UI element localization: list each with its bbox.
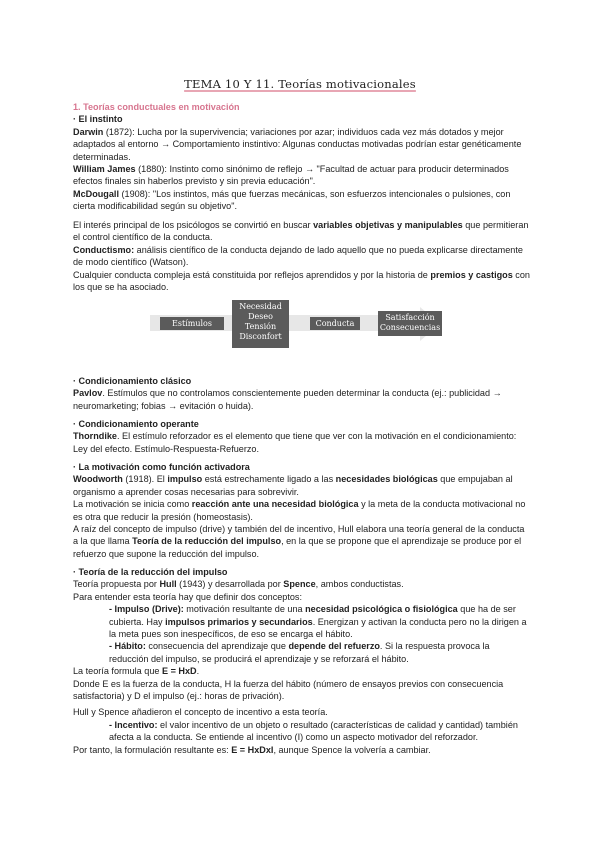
definition-habito: - Hábito: consecuencia del aprendizaje que depende del refuerzo. Si la respuesta provoca la reducción del impulso, se producirá el aprendizaje y se reforzará el hábito.	[109, 641, 490, 664]
definition-impulso: - Impulso (Drive): motivación resultante de una necesidad psicológica o fisiológica que ha de ser cubierta. Hay impulsos primarios y secundarios. Energizan y activan la conducta pero no la dirigen a la meta pues son inespecíficos, de eso se encarga el hábito.	[109, 604, 527, 640]
subheading-activadora: · La motivación como función activadora	[73, 462, 250, 472]
subheading-reduccion: · Teoría de la reducción del impulso	[73, 567, 228, 577]
page-title: TEMA 10 Y 11. Teorías motivacionales	[184, 77, 416, 91]
section-conductismo	[73, 219, 531, 293]
box-satisfaccion: Satisfacción Consecuencias	[378, 311, 442, 336]
paragraph-mcdougall: McDougall (1908): "Los instintos, más que fuerzas mecánicas, son esfuerzos intencionales o pulsiones, con cierta modificabilidad según su objetivo".	[73, 188, 511, 212]
section-operante	[73, 418, 531, 455]
subheading-clasico: · Condicionamiento clásico	[73, 376, 192, 386]
paragraph-pavlov: Pavlov. Estímulos que no controlamos conscientemente pueden determinar la conducta (ej.: publicidad → neuromarketing; fobias → evitación o huida).	[73, 388, 502, 411]
subheading-instinto: · El instinto	[73, 114, 123, 125]
paragraph-conductismo: Conductismo: análisis científico de la conducta dejando de lado aquello que no pueda explicarse directamente de modo científico (Watson).	[73, 244, 523, 268]
definition-incentivo: - Incentivo: el valor incentivo de un objeto o resultado (características de calidad y cantidad) también afecta a la conducta. Se entiende al incentivo (I) como un aspecto motivador del reforzador.	[109, 719, 518, 743]
paragraph-woodworth: Woodworth (1918). El impulso está estrechamente ligado a las necesidades biológicas que empujaban al organismo a aprender cosas necesarias para sobrevivir.	[73, 474, 513, 497]
paragraph-formula: La teoría formula que E = HxD.	[73, 666, 200, 677]
paragraph-formula-final: Por tanto, la formulación resultante es: E = HxDxI, aunque Spence la volvería a cambiar.	[73, 744, 431, 755]
box-estimulos: Estímulos	[160, 317, 224, 330]
box-conducta: Conducta	[310, 317, 360, 330]
section-activadora	[73, 461, 531, 560]
paragraph-thorndike: Thorndike. El estímulo reforzador es el elemento que tiene que ver con la motivación en el condicionamiento: Ley del efecto. Estímulo-Respuesta-Refuerzo.	[73, 431, 517, 454]
box-necesidad: Necesidad Deseo Tensión Disconfort	[232, 300, 289, 348]
paragraph-darwin: Darwin (1872): Lucha por la supervivencia; variaciones por azar; individuos cada vez más dotados y mejor adaptados al entorno → Comportamiento instintivo: Algunas conductas motivadas podrían estar genéticamente determinadas.	[73, 126, 522, 162]
paragraph-james: William James (1880): Instinto como sinónimo de reflejo → "Facultad de actuar para producir determinados efectos finales sin haberlos previsto y sin previa educación".	[73, 164, 509, 187]
section-clasico	[73, 375, 531, 412]
section-instinto	[73, 101, 531, 213]
section-reduccion	[73, 566, 531, 756]
paragraph-homeostasis: La motivación se inicia como reacción ante una necesidad biológica y la meta de la conducta motivacional no es otra que reducir la presión (homeostasis).	[73, 499, 526, 522]
paragraph-conducta-compleja: Cualquier conducta compleja está constituida por reflejos aprendidos y por la historia de premios y castigos con los que se ha asociado.	[73, 269, 530, 293]
paragraph-incentivo-intro: Hull y Spence añadieron el concepto de incentivo a esta teoría.	[73, 707, 328, 718]
paragraph-donde: Donde E es la fuerza de la conducta, H la fuerza del hábito (número de ensayos previos con consecuencia satisfactoria) y D el impulso (ej.: horas de privación).	[73, 678, 504, 702]
paragraph-hull: A raíz del concepto de impulso (drive) y también del de incentivo, Hull elabora una teoría general de la conducta a la que llama Teoría de la reducción del impulso, en la que se propone que el aprendizaje se produce por el refuerzo que supone la reducción del impulso.	[73, 524, 525, 559]
paragraph-conceptos: Para entender esta teoría hay que definir dos conceptos:	[73, 591, 303, 602]
section-heading: 1. Teorías conductuales en motivación	[73, 102, 240, 112]
motivation-diagram	[150, 300, 450, 348]
paragraph-variables: El interés principal de los psicólogos se convirtió en buscar variables objetivas y manipulables que permitieran el control científico de la conducta.	[73, 220, 529, 243]
paragraph-hull-spence: Teoría propuesta por Hull (1943) y desarrollada por Spence, ambos conductistas.	[73, 579, 404, 590]
subheading-operante: · Condicionamiento operante	[73, 419, 199, 429]
